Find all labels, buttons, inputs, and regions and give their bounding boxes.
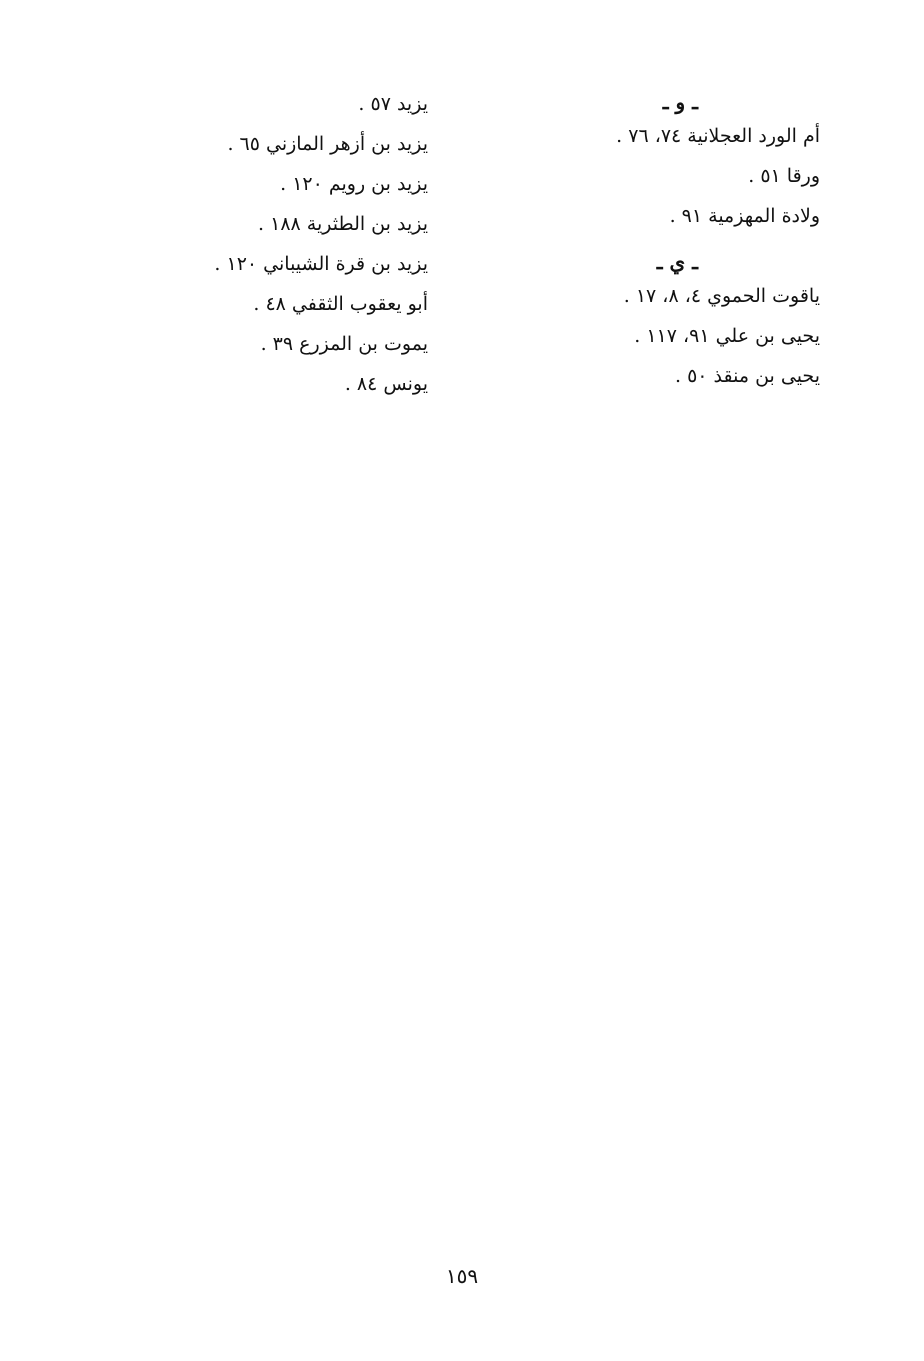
index-entry: يونس ٨٤ . <box>344 373 428 395</box>
index-entry: يحيى بن منقذ ٥٠ . <box>674 365 820 387</box>
index-entry: ورقا ٥١ . <box>748 165 820 187</box>
section-heading-waw: ـ و ـ <box>662 90 698 114</box>
index-column-left <box>128 84 428 404</box>
index-entry: يحيى بن علي ٩١، ١١٧ . <box>634 325 820 347</box>
index-entry: ياقوت الحموي ٤، ٨، ١٧ . <box>623 285 820 307</box>
index-entry: أبو يعقوب الثقفي ٤٨ . <box>253 293 428 315</box>
index-entry: يزيد بن الطثرية ١٨٨ . <box>258 213 428 235</box>
index-entry: يزيد بن أزهر المازني ٦٥ . <box>227 133 428 155</box>
index-column-right <box>520 88 820 396</box>
index-entry: يزيد بن رويم ١٢٠ . <box>280 173 428 195</box>
index-entry: يزيد ٥٧ . <box>358 93 428 115</box>
section-heading-ya: ـ ي ـ <box>656 250 698 274</box>
index-entry: ولادة المهزمية ٩١ . <box>669 205 820 227</box>
index-entry: أم الورد العجلانية ٧٤، ٧٦ . <box>616 125 820 147</box>
page-number: ١٥٩ <box>445 1264 479 1288</box>
index-entry: يزيد بن قرة الشيباني ١٢٠ . <box>214 253 428 275</box>
section-spacer <box>520 236 820 248</box>
index-entry: يموت بن المزرع ٣٩ . <box>260 333 428 355</box>
